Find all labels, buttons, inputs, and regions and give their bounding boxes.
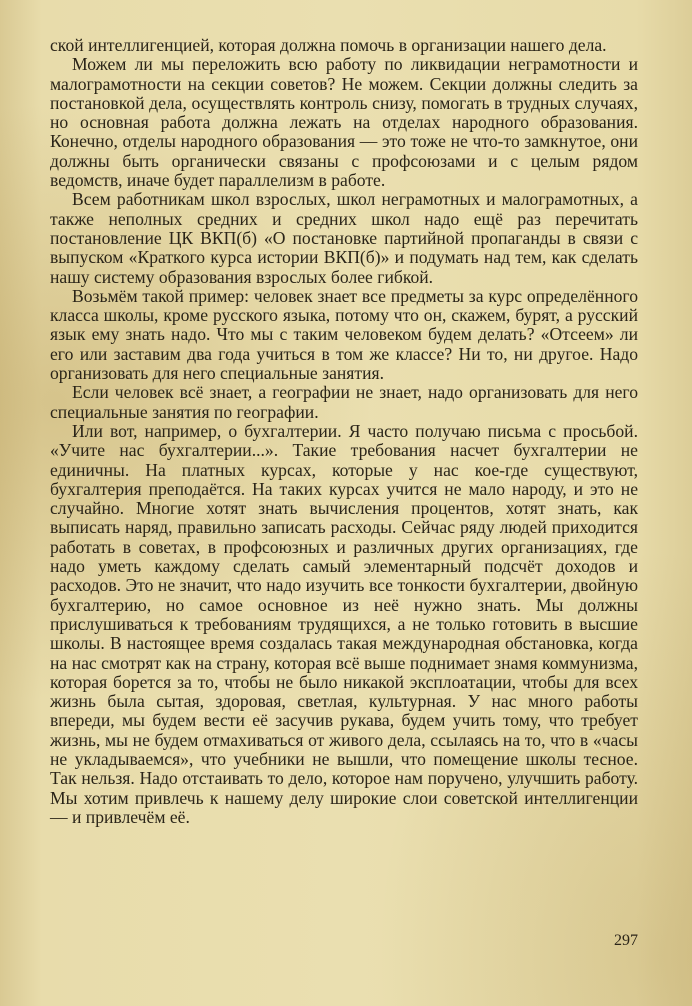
paragraph-bookkeeping: Или вот, например, о бухгалтерии. Я часто получаю письма с просьбой. «Учите нас бухгалтерии...». Такие требования насчет бухгалтерии не единичны. На платных курсах, которые у нас кое-где существуют, бухгалтерия преподаётся. На таких курсах учится не мало народу, и это не случайно. Многие хотят знать вычисления процентов, хотят знать, как выписать наряд, правильно записать расходы. Сейчас ряду людей приходится работать в советах, в профсоюзных и различных других организациях, где надо уметь каждому сделать самый элементарный подсчёт доходов и расходов. Это не значит, что надо изучить все тонкости бухгалтерии, двойную бухгалтерию, но самое основное из неё нужно знать. Мы должны прислушиваться к требованиям трудящихся, а не только готовить в высшие школы. В настоящее время создалась такая международная обстановка, когда на нас смотрят как на страну, которая всё выше поднимает знамя коммунизма, которая борется за то, чтобы не было никакой эксплоатации, чтобы для всех жизнь была сытая, здоровая, светлая, культурная. У нас много работы впереди, мы будем вести её засучив рукава, будем учить тому, что требует жизнь, мы не будем отмахиваться от живого дела, ссылаясь на то, что в «часы не укладываемся», что учебники не вышли, что помещение школы тесное. Так нельзя. Надо отстаивать то дело, которое нам поручено, улучшить работу. Мы хотим привлечь к нашему делу широкие слои советской интеллигенции — и привлечём её. <box>50 420 638 827</box>
paragraph-example-russian: Возьмём такой пример: человек знает все предметы за курс определённого класса школы, кроме русского языка, потому что он, скажем, бурят, а русский язык ему знать надо. Что мы с таким человеком будем делать? «Отсеем» ли его или заставим два года учиться в том же классе? Ни то, ни другое. Надо организовать для него специальные занятия. <box>50 285 638 384</box>
paragraph-continued: ской интеллигенцией, которая должна помочь в организации нашего дела. <box>50 35 607 55</box>
paragraph-adult-schools: Всем работникам школ взрослых, школ неграмотных и малограмотных, а также неполных средних и средних школ надо ещё раз перечитать постановление ЦК ВКП(б) «О постановке партийной пропаганды в связи с выпуском «Краткого курса истории ВКП(б)» и подумать над тем, как сделать нашу систему образования взрослых более гибкой. <box>50 189 638 287</box>
paragraph-literacy-sections: Можем ли мы переложить всю работу по ликвидации неграмотности и малограмотности на секции советов? Не можем. Секции должны следить за постановкой дела, осуществлять контроль снизу, помогать в трудных случаях, но основная работа должна лежать на отделах народного образования. Конечно, отделы народного образования — это тоже не что-то замкнутое, они должны быть органически связаны с профсоюзами и с целым рядом ведомств, иначе будет параллелизм в работе. <box>50 54 638 191</box>
body-text <box>50 36 638 827</box>
paragraph-geography: Если человек всё знает, а географии не знает, надо организовать для него специальные занятия по географии. <box>50 382 638 422</box>
page-number: 297 <box>614 932 638 949</box>
